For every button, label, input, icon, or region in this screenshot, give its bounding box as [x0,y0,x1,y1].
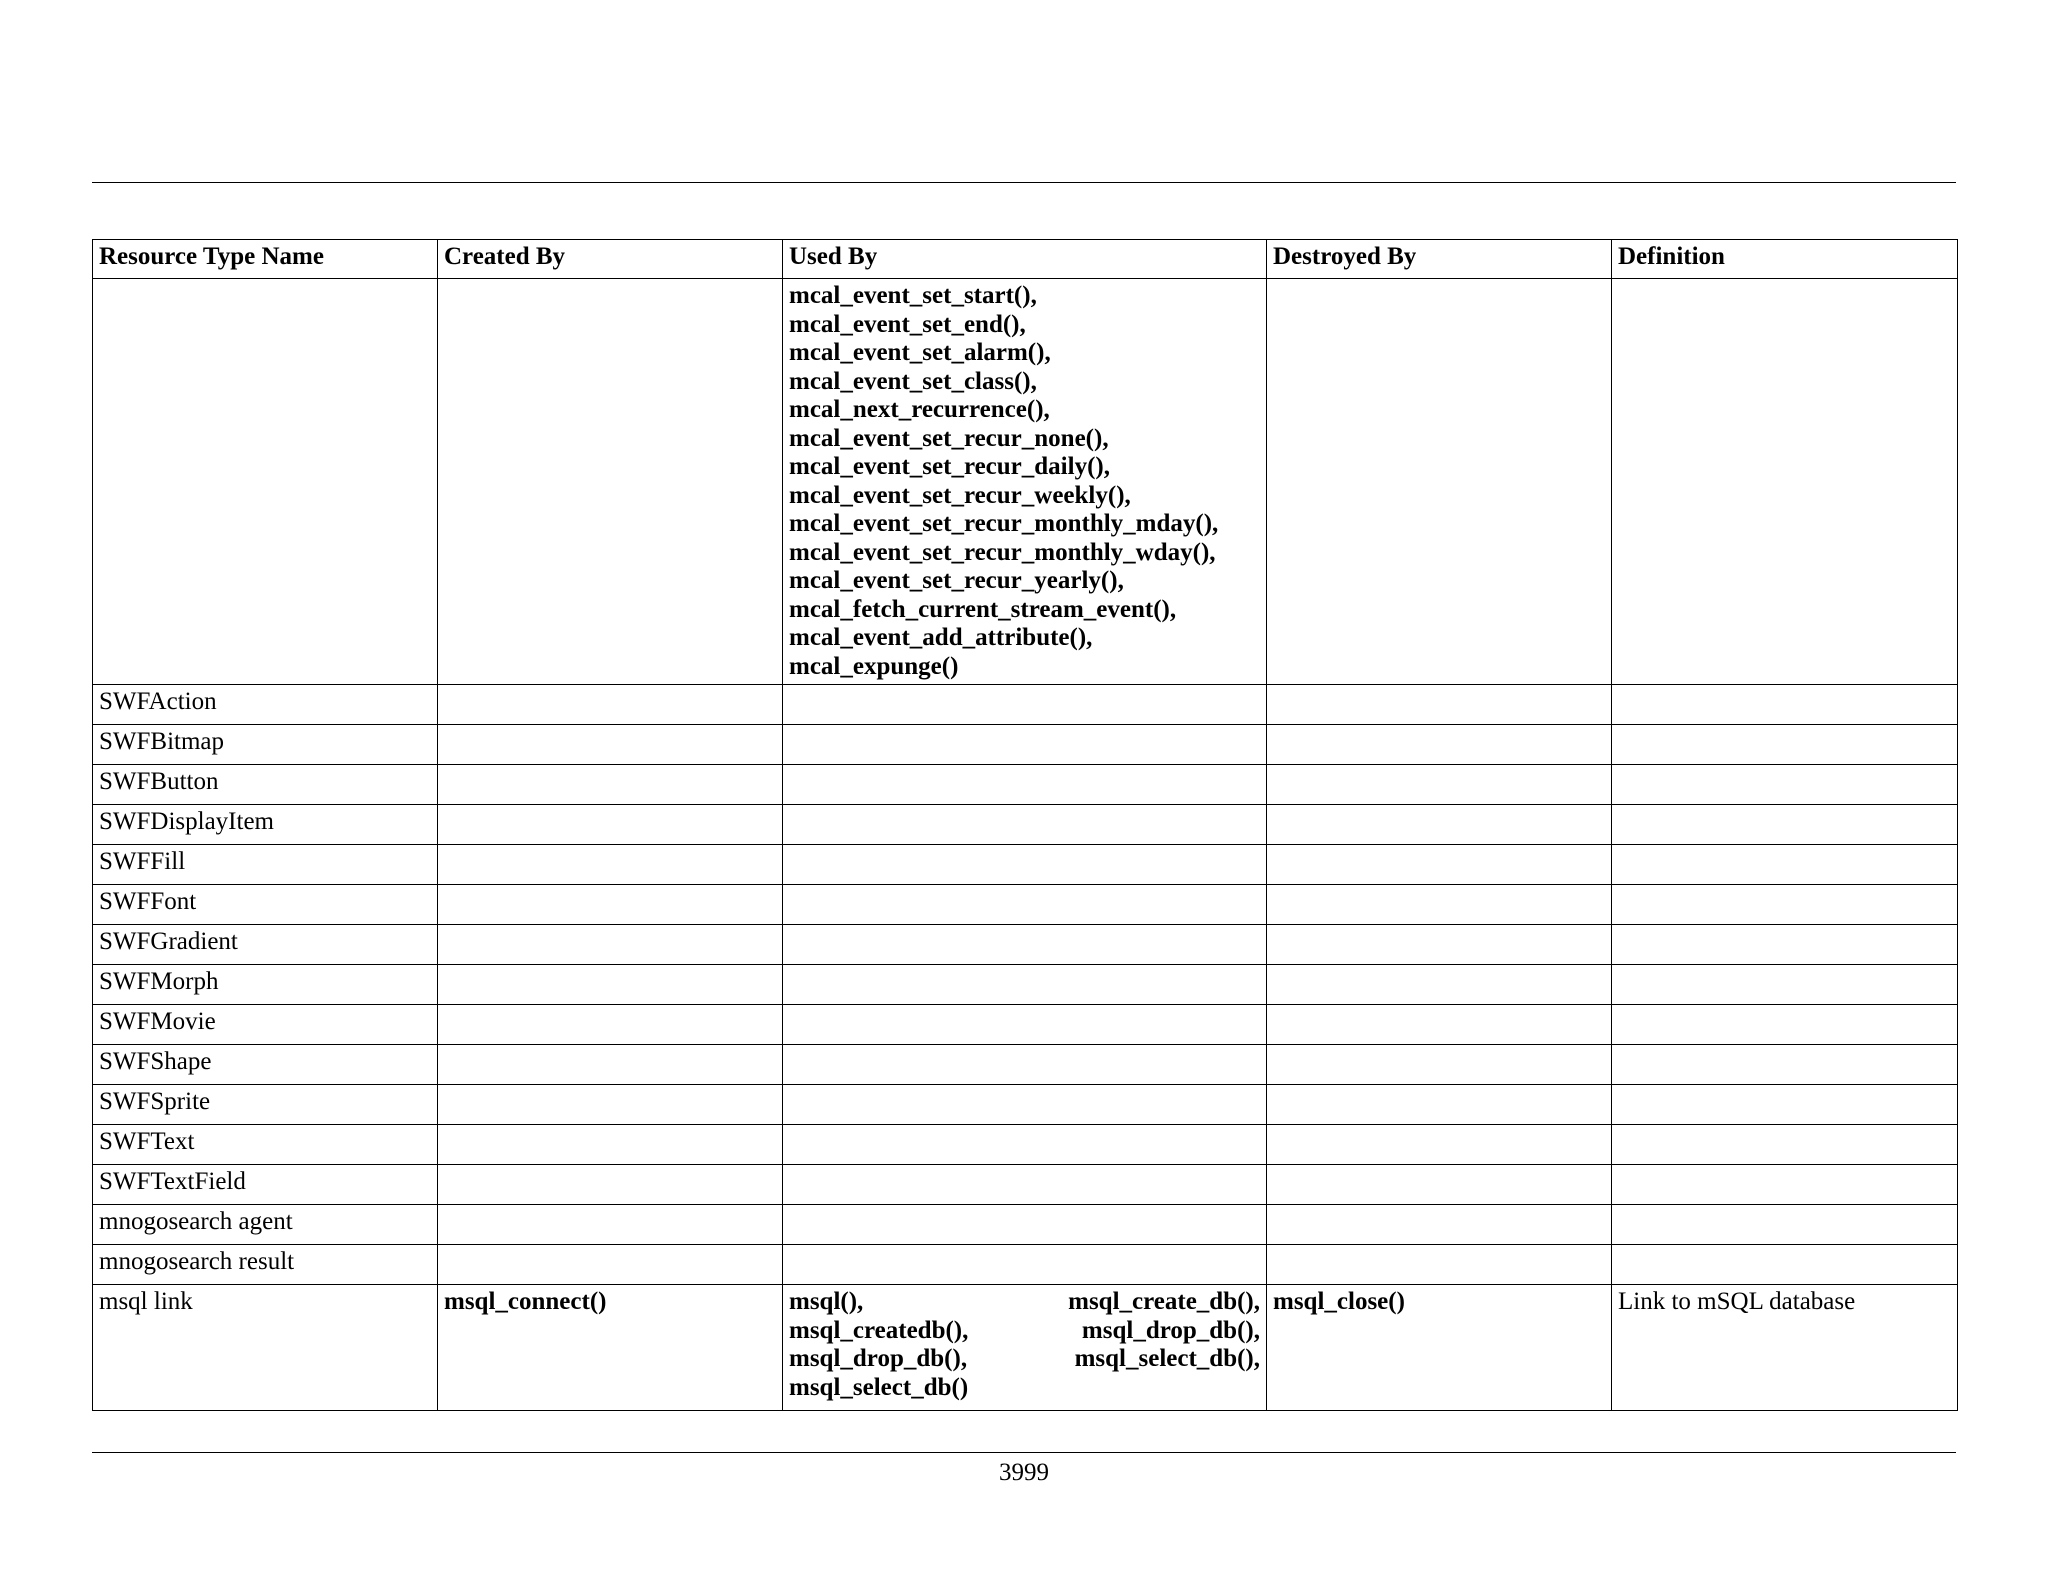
cell-destroyed-by [1267,845,1612,885]
cell-created-by [438,725,783,765]
table-row [93,1165,1958,1205]
cell-resource-type-name: msql link [93,1285,438,1411]
cell-definition [1612,725,1958,765]
header-used-by: Used By [783,240,1267,279]
table-row [93,845,1958,885]
cell-definition [1612,805,1958,845]
cell-created-by [438,1205,783,1245]
used-by-function-list [789,282,1260,681]
cell-used-by [783,765,1267,805]
table-row [93,1045,1958,1085]
used-by-function: mcal_event_set_recur_daily(), [789,453,1110,480]
used-by-function: mcal_event_add_attribute(), [789,624,1093,651]
cell-resource-type-name: mnogosearch result [93,1245,438,1285]
cell-definition [1612,765,1958,805]
cell-destroyed-by [1267,1245,1612,1285]
cell-used-by [783,1245,1267,1285]
cell-resource-type-name: SWFShape [93,1045,438,1085]
table-row [93,1085,1958,1125]
used-by-function: mcal_event_set_start(), [789,282,1037,309]
cell-resource-type-name: SWFBitmap [93,725,438,765]
used-by-function: mcal_event_set_alarm(), [789,339,1051,366]
table-row [93,925,1958,965]
used-by-line [789,1345,1260,1374]
cell-resource-type-name: SWFSprite [93,1085,438,1125]
cell-definition [1612,279,1958,685]
cell-destroyed-by [1267,765,1612,805]
table-row [93,1005,1958,1045]
header-destroyed-by: Destroyed By [1267,240,1612,279]
used-by-function: mcal_next_recurrence(), [789,396,1050,423]
cell-used-by [783,1085,1267,1125]
cell-definition [1612,1125,1958,1165]
cell-destroyed-by: msql_close() [1267,1285,1612,1411]
cell-definition [1612,1245,1958,1285]
used-by-function: mcal_event_set_recur_monthly_wday(), [789,538,1216,566]
cell-created-by [438,1045,783,1085]
cell-resource-type-name: SWFGradient [93,925,438,965]
used-by-function: msql_create_db(), [1068,1288,1260,1315]
cell-definition [1612,965,1958,1005]
cell-definition [1612,1005,1958,1045]
cell-created-by [438,885,783,925]
cell-resource-type-name: SWFAction [93,685,438,725]
cell-definition [1612,1205,1958,1245]
cell-resource-type-name [93,279,438,685]
used-by-function: msql_select_db(), [1074,1345,1260,1372]
cell-resource-type-name: SWFTextField [93,1165,438,1205]
table-row [93,725,1958,765]
table-row [93,885,1958,925]
cell-destroyed-by [1267,1125,1612,1165]
used-by-function: msql(), [789,1288,864,1315]
cell-resource-type-name: SWFMorph [93,965,438,1005]
cell-destroyed-by [1267,725,1612,765]
used-by-function: mcal_event_set_class(), [789,367,1037,395]
cell-used-by [783,1285,1267,1411]
table-row [93,1125,1958,1165]
cell-used-by [783,885,1267,925]
cell-destroyed-by [1267,685,1612,725]
cell-created-by [438,805,783,845]
table-row-continued [93,279,1958,685]
cell-resource-type-name: mnogosearch agent [93,1205,438,1245]
cell-created-by [438,925,783,965]
table-row-msql-link [93,1285,1958,1411]
cell-created-by [438,1085,783,1125]
used-by-function: mcal_fetch_current_stream_event(), [789,595,1177,623]
cell-used-by [783,805,1267,845]
used-by-function: mcal_event_set_recur_monthly_mday(), [789,510,1219,537]
header-resource-type-name: Resource Type Name [93,240,438,279]
cell-definition [1612,885,1958,925]
cell-destroyed-by [1267,1045,1612,1085]
cell-used-by [783,925,1267,965]
cell-created-by [438,1005,783,1045]
used-by-function: mcal_event_set_recur_weekly(), [789,481,1131,509]
used-by-function: msql_drop_db(), [1081,1316,1260,1344]
cell-used-by [783,965,1267,1005]
cell-created-by [438,1165,783,1205]
cell-definition [1612,845,1958,885]
table-row [93,1245,1958,1285]
cell-resource-type-name: SWFFont [93,885,438,925]
table-row [93,805,1958,845]
cell-used-by [783,685,1267,725]
cell-used-by [783,1165,1267,1205]
page-number: 3999 [999,1459,1049,1486]
cell-used-by [783,1205,1267,1245]
header-rule [92,182,1956,183]
header-created-by: Created By [438,240,783,279]
cell-destroyed-by [1267,885,1612,925]
cell-used-by [783,1125,1267,1165]
cell-destroyed-by [1267,279,1612,685]
cell-definition [1612,925,1958,965]
used-by-function: msql_createdb(), [789,1316,969,1344]
cell-destroyed-by [1267,805,1612,845]
table-row [93,965,1958,1005]
cell-destroyed-by [1267,1165,1612,1205]
table-header-row [93,240,1958,279]
cell-definition [1612,685,1958,725]
cell-used-by [783,279,1267,685]
used-by-line [789,1288,1260,1317]
table-row [93,1205,1958,1245]
cell-destroyed-by [1267,1005,1612,1045]
resource-types-table [92,239,1958,1411]
cell-destroyed-by [1267,1205,1612,1245]
table-row [93,765,1958,805]
cell-created-by [438,685,783,725]
cell-resource-type-name: SWFMovie [93,1005,438,1045]
cell-destroyed-by [1267,965,1612,1005]
cell-used-by [783,725,1267,765]
cell-created-by [438,965,783,1005]
cell-definition [1612,1045,1958,1085]
cell-definition: Link to mSQL database [1612,1285,1958,1411]
used-by-function: mcal_event_set_recur_none(), [789,424,1109,452]
footer-rule [92,1452,1956,1453]
cell-resource-type-name: SWFFill [93,845,438,885]
used-by-function: msql_drop_db(), [789,1345,968,1372]
used-by-function: mcal_event_set_end(), [789,310,1026,338]
used-by-function: mcal_event_set_recur_yearly(), [789,567,1124,594]
cell-used-by [783,1045,1267,1085]
cell-created-by [438,1125,783,1165]
cell-destroyed-by [1267,925,1612,965]
cell-destroyed-by [1267,1085,1612,1125]
used-by-line [789,1374,1260,1403]
cell-used-by [783,1005,1267,1045]
cell-resource-type-name: SWFText [93,1125,438,1165]
cell-definition [1612,1165,1958,1205]
used-by-function: msql_select_db() [789,1373,969,1401]
cell-created-by [438,845,783,885]
used-by-function: mcal_expunge() [789,652,959,680]
cell-created-by [438,1245,783,1285]
cell-created-by [438,765,783,805]
cell-created-by: msql_connect() [438,1285,783,1411]
table-row [93,685,1958,725]
used-by-line [789,1317,1260,1346]
cell-resource-type-name: SWFDisplayItem [93,805,438,845]
header-definition: Definition [1612,240,1958,279]
cell-created-by [438,279,783,685]
cell-definition [1612,1085,1958,1125]
cell-resource-type-name: SWFButton [93,765,438,805]
cell-used-by [783,845,1267,885]
